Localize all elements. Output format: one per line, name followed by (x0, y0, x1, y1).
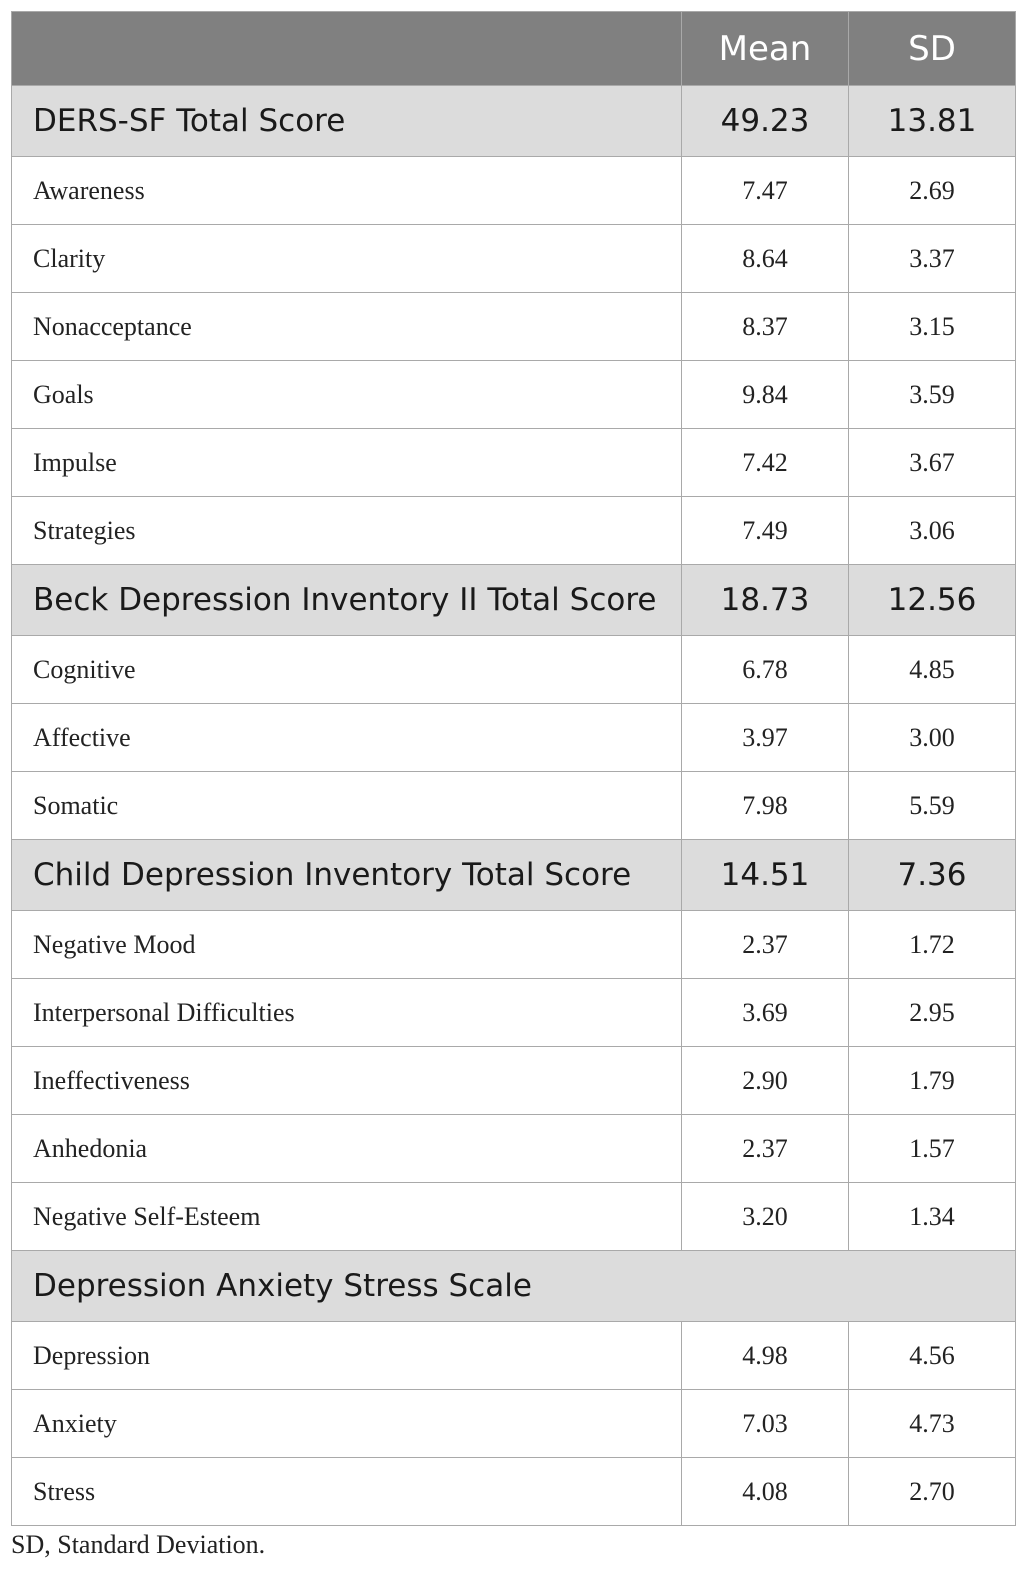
row-label: Clarity (12, 225, 682, 293)
row-sd: 1.79 (849, 1047, 1016, 1115)
section-row-dass (12, 1251, 1016, 1322)
row-mean: 4.98 (682, 1322, 849, 1390)
row-sd: 1.34 (849, 1183, 1016, 1251)
table-row (12, 225, 1016, 293)
row-label: Interpersonal Difficulties (12, 979, 682, 1047)
row-sd: 1.57 (849, 1115, 1016, 1183)
section-title: Child Depression Inventory Total Score (12, 840, 682, 911)
row-mean: 8.37 (682, 293, 849, 361)
table-footnote: SD, Standard Deviation. (11, 1530, 266, 1559)
section-mean: 18.73 (682, 565, 849, 636)
row-mean: 3.20 (682, 1183, 849, 1251)
table-row (12, 704, 1016, 772)
row-label: Awareness (12, 157, 682, 225)
row-label: Negative Self-Esteem (12, 1183, 682, 1251)
row-mean: 7.47 (682, 157, 849, 225)
header-label-cell (12, 12, 682, 86)
row-mean: 7.42 (682, 429, 849, 497)
section-row-cdi (12, 840, 1016, 911)
row-label: Ineffectiveness (12, 1047, 682, 1115)
row-mean: 7.98 (682, 772, 849, 840)
row-sd: 3.15 (849, 293, 1016, 361)
header-mean: Mean (682, 12, 849, 86)
row-sd: 3.00 (849, 704, 1016, 772)
section-row-bdi-ii (12, 565, 1016, 636)
table-row (12, 497, 1016, 565)
section-mean: 14.51 (682, 840, 849, 911)
table-row (12, 157, 1016, 225)
row-mean: 4.08 (682, 1458, 849, 1526)
row-label: Nonacceptance (12, 293, 682, 361)
section-sd: 7.36 (849, 840, 1016, 911)
table-row (12, 911, 1016, 979)
row-mean: 3.69 (682, 979, 849, 1047)
row-label: Somatic (12, 772, 682, 840)
section-title: Beck Depression Inventory II Total Score (12, 565, 682, 636)
row-label: Goals (12, 361, 682, 429)
table-row (12, 293, 1016, 361)
descriptive-stats-table-container (11, 11, 1015, 1526)
row-sd: 4.56 (849, 1322, 1016, 1390)
row-label: Strategies (12, 497, 682, 565)
row-mean: 7.49 (682, 497, 849, 565)
table-row (12, 772, 1016, 840)
section-sd: 12.56 (849, 565, 1016, 636)
row-mean: 6.78 (682, 636, 849, 704)
row-label: Anhedonia (12, 1115, 682, 1183)
row-sd: 3.06 (849, 497, 1016, 565)
table-row (12, 1322, 1016, 1390)
row-sd: 3.37 (849, 225, 1016, 293)
row-mean: 3.97 (682, 704, 849, 772)
table-row (12, 1115, 1016, 1183)
section-mean: 49.23 (682, 86, 849, 157)
row-sd: 2.95 (849, 979, 1016, 1047)
row-label: Cognitive (12, 636, 682, 704)
section-title: Depression Anxiety Stress Scale (12, 1251, 1016, 1322)
row-sd: 2.70 (849, 1458, 1016, 1526)
row-sd: 3.59 (849, 361, 1016, 429)
row-sd: 4.73 (849, 1390, 1016, 1458)
table-row (12, 429, 1016, 497)
row-label: Negative Mood (12, 911, 682, 979)
row-label: Impulse (12, 429, 682, 497)
table-row (12, 1047, 1016, 1115)
table-header-row (12, 12, 1016, 86)
row-mean: 2.37 (682, 911, 849, 979)
table-row (12, 979, 1016, 1047)
row-sd: 5.59 (849, 772, 1016, 840)
row-label: Affective (12, 704, 682, 772)
row-mean: 2.90 (682, 1047, 849, 1115)
header-sd: SD (849, 12, 1016, 86)
table-row (12, 1458, 1016, 1526)
row-sd: 3.67 (849, 429, 1016, 497)
section-row-ders-sf (12, 86, 1016, 157)
row-sd: 4.85 (849, 636, 1016, 704)
table-row (12, 1183, 1016, 1251)
row-label: Anxiety (12, 1390, 682, 1458)
row-mean: 2.37 (682, 1115, 849, 1183)
row-sd: 2.69 (849, 157, 1016, 225)
descriptive-stats-table (11, 11, 1016, 1526)
row-mean: 8.64 (682, 225, 849, 293)
table-row (12, 361, 1016, 429)
table-row (12, 636, 1016, 704)
row-label: Stress (12, 1458, 682, 1526)
row-sd: 1.72 (849, 911, 1016, 979)
row-mean: 7.03 (682, 1390, 849, 1458)
section-title: DERS-SF Total Score (12, 86, 682, 157)
row-label: Depression (12, 1322, 682, 1390)
section-sd: 13.81 (849, 86, 1016, 157)
row-mean: 9.84 (682, 361, 849, 429)
table-row (12, 1390, 1016, 1458)
